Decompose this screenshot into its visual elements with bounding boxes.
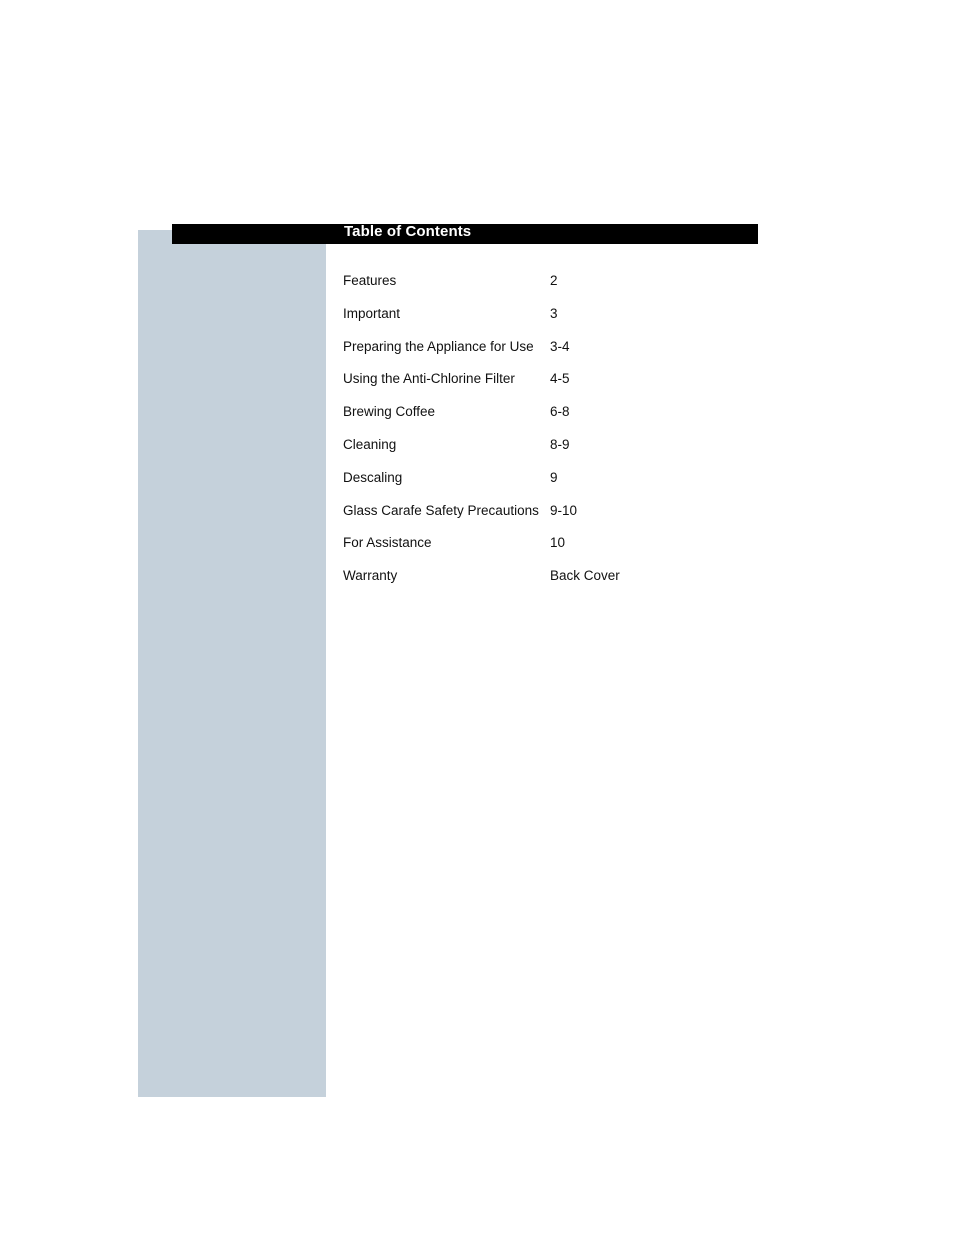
toc-page-number: Back Cover	[550, 568, 620, 584]
toc-page-number: 3-4	[550, 338, 570, 354]
toc-label: Preparing the Appliance for Use	[343, 338, 534, 354]
toc-label: Cleaning	[343, 436, 397, 452]
page-title: Table of Contents	[344, 223, 472, 240]
toc-row-brewing-coffee	[343, 401, 743, 434]
toc-page-number: 9	[550, 469, 558, 485]
toc-label: Descaling	[343, 469, 403, 485]
toc-page-number: 3	[550, 305, 558, 321]
toc-row-glass-carafe	[343, 500, 743, 533]
header-bar	[172, 224, 758, 244]
toc-row-anti-chlorine-filter	[343, 368, 743, 401]
toc-page-number: 10	[550, 535, 566, 551]
toc-page-number: 6-8	[550, 404, 570, 420]
toc-row-descaling	[343, 467, 743, 500]
toc-row-preparing	[343, 336, 743, 369]
side-panel	[138, 230, 326, 1097]
toc-page-number: 2	[550, 273, 558, 288]
toc-row-cleaning	[343, 434, 743, 467]
toc-page-number: 8-9	[550, 436, 570, 452]
toc-row-important	[343, 303, 743, 336]
toc-row-warranty	[343, 565, 743, 598]
toc-label: Brewing Coffee	[343, 404, 436, 420]
toc-label: Important	[343, 305, 401, 321]
toc-label: Using the Anti-Chlorine Filter	[343, 371, 515, 387]
toc-list	[343, 270, 743, 598]
toc-page-number: 4-5	[550, 371, 570, 387]
toc-label: Warranty	[343, 568, 398, 584]
toc-row-features	[343, 270, 743, 303]
toc-label: Features	[343, 273, 397, 288]
toc-page-number: 9-10	[550, 502, 578, 518]
toc-label: Glass Carafe Safety Precautions	[343, 502, 539, 518]
toc-label: For Assistance	[343, 535, 432, 551]
toc-row-assistance	[343, 532, 743, 565]
